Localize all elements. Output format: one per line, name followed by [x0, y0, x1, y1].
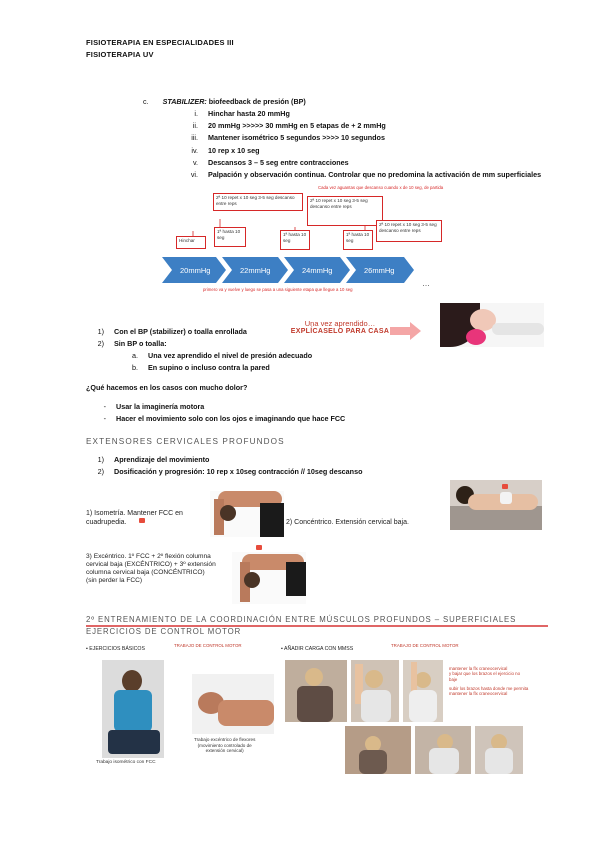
list-number: a. [132, 351, 138, 360]
section-rule [86, 625, 548, 627]
diagram-box: 1ª hasta 10 seg [214, 227, 246, 247]
diagram-box: 2ª 10 repet x 10 seg 3-5 seg descanso entre reps [307, 196, 383, 226]
list-number: b. [132, 362, 138, 372]
stabilizer-step [176, 170, 541, 179]
question-heading: ¿Qué hacemos en los casos con mucho dolor? [86, 383, 248, 392]
exc-line4: (sin perder la FCC) [86, 577, 143, 584]
list-item [82, 467, 362, 476]
explain-at-home-banner [289, 319, 391, 341]
stabilizer-title-rest: biofeedback de presión (BP) [206, 97, 306, 106]
list-letter: c. [143, 97, 149, 106]
pants-shape [108, 730, 160, 754]
list-text: Mantener isométrico 5 segundos >>>> 10 segundos [208, 133, 385, 143]
banner-line1: Una vez aprendido… [304, 319, 376, 328]
quadruped-photo [210, 491, 284, 537]
load-photo-2 [351, 660, 399, 722]
cap2-line2: (movimiento controlado de [197, 742, 252, 748]
torso-shape [429, 748, 459, 774]
note1-line3: baje [449, 676, 458, 682]
diagram-box: 2ª 10 repet x 10 seg 3-5 seg descanso entre reps [213, 193, 303, 211]
torso-shape [359, 750, 387, 774]
header-course: FISIOTERAPIA EN ESPECIALIDADES III [86, 38, 234, 47]
stabilizer-step [176, 121, 386, 130]
prone-extension-photo [450, 480, 542, 530]
slide-right-title-text: AÑADIR CARGA CON MMSS [284, 646, 354, 652]
exc-line1: 3) Excéntrico. 1º FCC + 2º flexión columna [86, 553, 211, 560]
stabilizer-step [176, 109, 290, 118]
header-subject: FISIOTERAPIA UV [86, 50, 154, 59]
sub-list-item [116, 363, 270, 372]
list-text: Usar la imaginería motora [116, 402, 205, 411]
shorts-shape [260, 503, 284, 537]
list-text: Aprendizaje del movimiento [114, 455, 210, 464]
diagram-note-top: Cada vez aguantas que descanso cuando x de 10 seg, de partida [318, 185, 444, 190]
isometric-label [86, 510, 183, 527]
list-text: 10 rep x 10 seg [208, 145, 260, 155]
neck-shape [492, 323, 544, 335]
banner-line2: EXPLÍCASELO PARA CASA [290, 328, 390, 335]
iso-line2: cuadrupedia. [86, 518, 127, 526]
torso-shape [218, 700, 274, 726]
diagram-box: 1ª hasta 10 seg [280, 230, 310, 250]
list-text: Hinchar hasta 20 mmHg [208, 109, 290, 118]
list-text: 20 mmHg >>>>> 30 mmHg en 5 etapas de + 2 mmHg [208, 121, 386, 131]
cap2-line1: Trabajo excéntrico de flexores [194, 737, 256, 742]
diagram-box: Hinchar [176, 236, 206, 249]
list-text: Sin BP o toalla: [114, 338, 167, 348]
towel-roll-shape [466, 329, 486, 345]
eccentric-flexor-photo [192, 674, 274, 734]
note-icon [139, 518, 145, 523]
note1-line1: mantener la flx craneocervical [449, 666, 508, 671]
list-item [82, 339, 167, 348]
torso-shape [409, 690, 437, 722]
slide-left-title-text: EJERCICIOS BÁSICOS [89, 646, 145, 652]
note-icon [502, 484, 508, 489]
section-motor-control: EJERCICIOS DE CONTROL MOTOR [86, 627, 242, 636]
dash-item [84, 402, 204, 411]
arrow-right-icon [390, 322, 422, 340]
stabilizer-heading [143, 97, 306, 106]
list-item [82, 327, 247, 336]
arrow-label: 26mmHg [364, 266, 395, 275]
note2-line1: subir los brazos hasta donde me permita [449, 686, 529, 691]
slide-left-title: ▪ EJERCICIOS BÁSICOS [86, 646, 145, 652]
diagram-note-bottom: primero va y vuelve y luego se pasa a una siguiente etapa que llegue a 10 seg [203, 287, 353, 292]
load-note-1 [449, 666, 520, 682]
arm-shape [411, 662, 417, 692]
head-shape [122, 670, 142, 692]
load-photo-5 [415, 726, 471, 774]
list-item [82, 455, 209, 464]
head-shape [244, 572, 260, 588]
shirt-shape [114, 690, 152, 732]
cap2-line3: extensión cervical) [205, 748, 244, 754]
list-text: En supino o incluso contra la pared [148, 362, 270, 372]
section-coordination: 2º ENTRENAMIENTO DE LA COORDINACIÓN ENTRE MÚSCULOS PROFUNDOS – SUPERFICIALES [86, 615, 517, 624]
exc-line2: cervical baja (EXCÉNTRICO) + 3º extensión [86, 561, 216, 568]
note2-line2: mantener la flx craneocervical [449, 691, 508, 697]
load-photo-4 [345, 726, 411, 774]
list-number: 2) [97, 338, 104, 348]
section-deep-cervical-extensors: EXTENSORES CERVICALES PROFUNDOS [86, 437, 285, 446]
list-text: Una vez aprendido el nivel de presión adecuado [148, 351, 313, 360]
stabilizer-step [176, 158, 349, 167]
arrow-label: 20mmHg [180, 266, 211, 275]
sub-list-item [116, 351, 312, 360]
stabilizer-title: STABILIZER: [162, 97, 207, 106]
concentric-label: 2) Concéntrico. Extensión cervical baja. [286, 519, 409, 526]
caption-eccentric [194, 737, 255, 754]
diagram-box: 1ª hasta 10 seg [343, 230, 373, 250]
head-shape [220, 505, 236, 521]
eccentric-quadruped-photo [232, 552, 306, 604]
list-number: i. [194, 109, 198, 118]
torso-shape [485, 748, 513, 774]
list-number: iii. [191, 133, 198, 143]
list-number: 1) [97, 327, 104, 336]
caption-isometric: Trabajo isométrico con FCC [96, 760, 156, 765]
load-photo-6 [475, 726, 523, 774]
eccentric-label [86, 553, 216, 585]
list-number: ii. [192, 121, 198, 131]
list-text: Palpación y observación continua. Controlar que no predomina la activación de mm superficiales [208, 170, 542, 179]
list-text: Con el BP (stabilizer) o toalla enrollada [114, 327, 247, 336]
exc-line3: columna cervical baja (CONCÉNTRICO) [86, 569, 205, 576]
dash-item [84, 414, 345, 423]
load-note-2 [449, 686, 528, 697]
list-number: iv. [191, 145, 198, 155]
list-text: Dosificación y progresión: 10 rep x 10seg contracción // 10seg descanso [114, 467, 363, 476]
list-text: Descansos 3 – 5 seg entre contracciones [208, 157, 349, 167]
head-shape [365, 670, 383, 688]
list-number: 2) [97, 467, 104, 476]
note1-line2: y bajar que los brazos el ejercicio no [449, 671, 521, 677]
seated-isometric-photo [102, 660, 164, 758]
slide-basic-exercises [86, 640, 276, 778]
list-number: - [103, 414, 106, 423]
head-shape [305, 668, 323, 686]
iso-line1: 1) Isometría. Mantener FCC en [86, 510, 183, 517]
ellipsis: … [422, 279, 430, 288]
shorts-shape [286, 562, 306, 596]
list-number: 1) [97, 455, 104, 464]
list-number: v. [192, 157, 198, 167]
stabilizer-step [176, 146, 260, 155]
slide-right-red: TRABAJO DE CONTROL MOTOR [391, 643, 459, 648]
list-number: vi. [190, 170, 198, 179]
top-shape [500, 492, 512, 504]
arrow-label: 24mmHg [302, 266, 333, 275]
slide-add-load [281, 640, 543, 778]
list-text: Hacer el movimiento solo con los ojos e imaginando que hace FCC [116, 414, 346, 423]
slide-left-red: TRABAJO DE CONTROL MOTOR [174, 643, 242, 648]
slide-right-title: ▪ AÑADIR CARGA CON MMSS [281, 646, 354, 652]
load-photo-3 [403, 660, 443, 722]
arrow-label: 22mmHg [240, 266, 271, 275]
head-shape [415, 672, 431, 688]
note-icon [256, 545, 262, 550]
diagram-box: 2ª 10 repet x 10 seg 3-5 seg descanso entre reps [376, 220, 442, 242]
stabilizer-step [176, 133, 385, 142]
towel-pillow-photo [440, 303, 544, 347]
load-photo-1 [285, 660, 347, 722]
torso-shape [361, 690, 391, 722]
list-number: - [103, 402, 106, 411]
torso-shape [297, 686, 333, 722]
